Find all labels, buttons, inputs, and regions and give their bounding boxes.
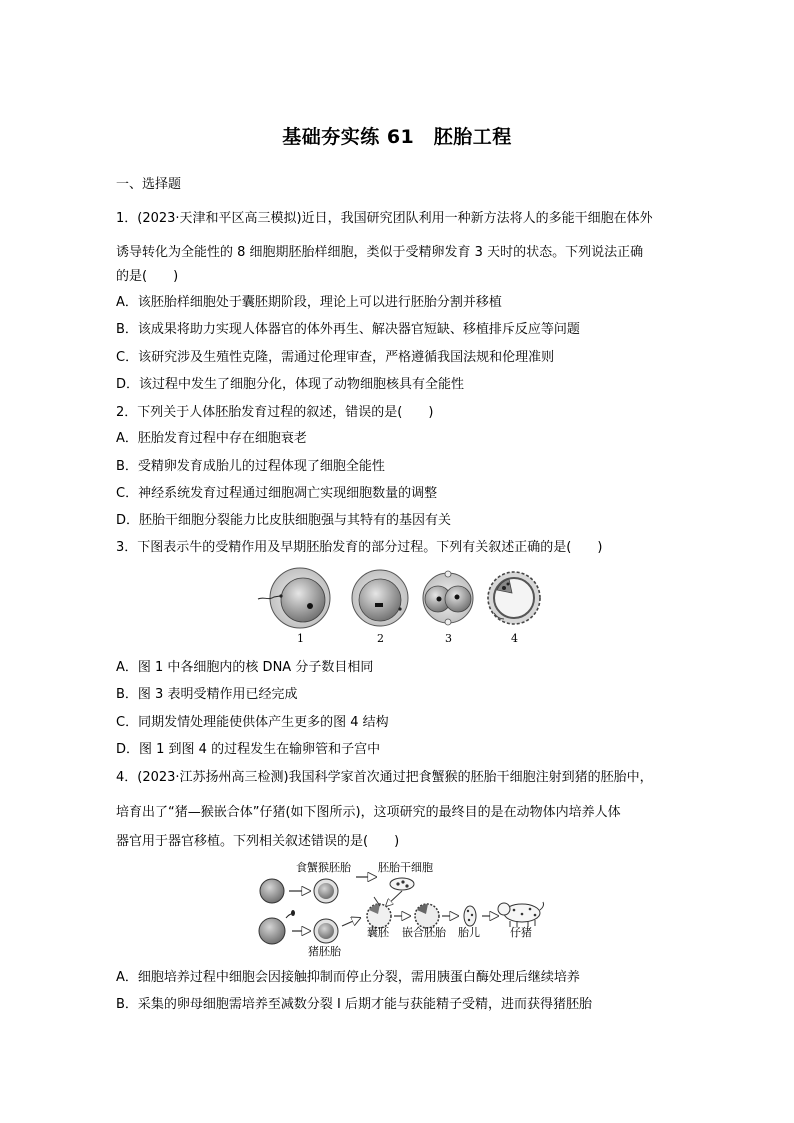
fetus-label: 胎儿 [458, 926, 480, 939]
q2-option-c: C．神经系统发育过程通过细胞凋亡实现细胞数量的调整 [116, 486, 438, 501]
pig-embryo [314, 919, 338, 943]
monkey-egg [260, 879, 284, 903]
q4-figure [252, 856, 552, 960]
piglet [498, 902, 544, 927]
pig-egg [259, 910, 295, 944]
q3-figure [250, 563, 550, 649]
chimera-label: 嵌合胚胎 [402, 926, 446, 939]
q4-stem-line-3: 器官用于器官移植。下列相关叙述错误的是( ) [116, 834, 400, 849]
q3-option-b: B．图 3 表明受精作用已经完成 [116, 687, 298, 702]
fetus [464, 906, 476, 926]
q4-option-b: B．采集的卵母细胞需培养至减数分裂 Ⅰ 后期才能与获能精子受精，进而获得猪胚胎 [116, 997, 593, 1012]
pig-embryo-label: 猪胚胎 [308, 945, 341, 958]
q2-stem: 2．下列关于人体胚胎发育过程的叙述，错误的是( ) [116, 405, 434, 420]
blastocyst-label: 囊胚 [367, 926, 389, 939]
page-title: 基础夯实练 61 胚胎工程 [282, 126, 512, 148]
chimera-embryo [415, 904, 439, 928]
monkey-embryo-label: 食蟹猴胚胎 [296, 861, 351, 874]
q2-option-b: B．受精卵发育成胎儿的过程体现了细胞全能性 [116, 459, 385, 474]
q4-stem-line-2: 培育出了“猪—猴嵌合体”仔猪(如下图所示)，这项研究的最终目的是在动物体内培养人体 [116, 805, 621, 820]
q1-option-d: D．该过程中发生了细胞分化，体现了动物细胞核具有全能性 [116, 377, 465, 392]
q4-stem-line-1: 4．(2023·江苏扬州高三检测)我国科学家首次通过把食蟹猴的胚胎干细胞注射到猪的胚胎中， [116, 770, 653, 785]
q1-option-c: C．该研究涉及生殖性克隆，需通过伦理审查，严格遵循我国法规和伦理准则 [116, 350, 555, 365]
q4-option-a: A．细胞培养过程中细胞会因接触抑制而停止分裂，需用胰蛋白酶处理后继续培养 [116, 970, 580, 985]
piglet-label: 仔猪 [510, 926, 532, 939]
stage-label-3: 3 [445, 632, 452, 645]
q3-option-d: D．图 1 到图 4 的过程发生在输卵管和子宫中 [116, 742, 381, 757]
monkey-embryo [314, 879, 338, 903]
q1-option-b: B．该成果将助力实现人体器官的体外再生、解决器官短缺、移植排斥反应等问题 [116, 322, 580, 337]
q1-stem-line-3: 的是( ) [116, 269, 179, 284]
stage-3-two-cell [423, 571, 473, 625]
q2-option-a: A．胚胎发育过程中存在细胞衰老 [116, 431, 307, 446]
q3-stem: 3．下图表示牛的受精作用及早期胚胎发育的部分过程。下列有关叙述正确的是( ) [116, 540, 603, 555]
stage-1-egg-with-sperm [258, 568, 330, 628]
q3-option-c: C．同期发情处理能使供体产生更多的图 4 结构 [116, 715, 389, 730]
stem-cell-label: 胚胎干细胞 [378, 861, 433, 874]
blastocyst [367, 897, 391, 928]
stage-4-blastocyst [488, 572, 540, 624]
stage-label-1: 1 [297, 632, 304, 645]
q1-option-a: A．该胚胎样细胞处于囊胚期阶段，理论上可以进行胚胎分割并移植 [116, 295, 502, 310]
stage-label-4: 4 [511, 632, 518, 645]
stage-label-2: 2 [377, 632, 384, 645]
stem-cell-dish [390, 878, 414, 890]
q3-option-a: A．图 1 中各细胞内的核 DNA 分子数目相同 [116, 660, 374, 675]
q1-stem-line-1: 1．(2023·天津和平区高三模拟)近日，我国研究团队利用一种新方法将人的多能干细胞在体外 [116, 211, 653, 226]
q1-stem-line-2: 诱导转化为全能性的 8 细胞期胚胎样细胞，类似于受精卵发育 3 天时的状态。下列说法正确 [116, 245, 644, 260]
q2-option-d: D．胚胎干细胞分裂能力比皮肤细胞强与其特有的基因有关 [116, 513, 452, 528]
section-heading: 一、选择题 [116, 177, 182, 192]
stage-2-fertilized-egg [352, 570, 408, 626]
